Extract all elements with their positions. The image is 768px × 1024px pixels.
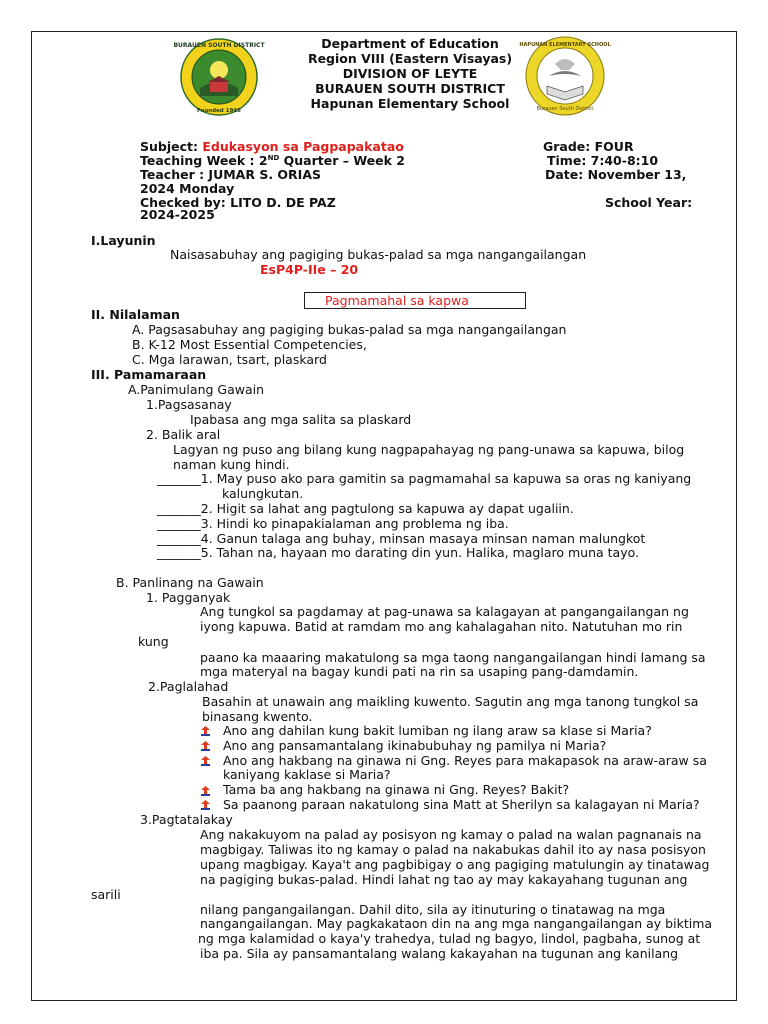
subject-line	[140, 139, 404, 154]
panlinang-gawain: B. Panlinang na Gawain	[116, 575, 264, 590]
balik-aral-heading: 2. Balik aral	[146, 427, 221, 442]
grade-field: Grade: FOUR	[543, 139, 634, 154]
pagsasanay-text: Ipabasa ang mga salita sa plaskard	[190, 412, 412, 427]
paglalahad-line: binasang kwento.	[202, 709, 313, 724]
header-school: Hapunan Elementary School	[310, 96, 510, 111]
pagtatalakay-line: iba pa. Sila ay pansamantalang walang kakayahan na tugunan ang kanilang	[200, 946, 679, 961]
date-field: Date: November 13,	[545, 167, 687, 182]
paglalahad-heading: 2.Paglalahad	[148, 679, 229, 694]
topic-box: Pagmamahal sa kapwa	[304, 292, 526, 309]
teaching-week-prefix: Teaching Week : 2	[140, 153, 268, 168]
arrow-bullet-icon	[201, 756, 210, 766]
teaching-week-sup: ND	[267, 153, 280, 162]
teaching-week-suffix: Quarter – Week 2	[279, 153, 405, 168]
nilalaman-heading: II. Nilalaman	[91, 307, 180, 322]
question-item-cont: kaniyang kaklase si Maria?	[223, 767, 391, 782]
question-item: Ano ang hakbang na ginawa ni Gng. Reyes para makapasok na araw-araw sa	[223, 753, 707, 768]
arrow-bullet-icon	[201, 786, 210, 796]
balik-aral-item: _______5. Tahan na, hayaan mo darating din yun. Halika, maglaro muna tayo.	[157, 545, 640, 560]
balik-aral-item: _______3. Hindi ko pinapakialaman ang problema ng iba.	[157, 516, 509, 531]
pagganyak-line: Ang tungkol sa pagdamay at pag-unawa sa kalagayan at pangangailangan ng	[200, 604, 689, 619]
layunin-text: Naisasabuhay ang pagiging bukas-palad sa mga nangangailangan	[170, 247, 587, 262]
nilalaman-item: B. K-12 Most Essential Competencies,	[132, 337, 367, 352]
question-item: Ano ang dahilan kung bakit lumiban ng ilang araw sa klase si Maria?	[223, 723, 652, 738]
balik-aral-item-cont: kalungkutan.	[222, 486, 304, 501]
header-department: Department of Education	[321, 36, 499, 51]
competency-code: EsP4P-IIe – 20	[260, 262, 359, 277]
pagtatalakay-heading: 3.Pagtatalakay	[140, 812, 233, 827]
question-item: Ano ang pansamantalang ikinabubuhay ng pamilya ni Maria?	[223, 738, 607, 753]
seal-founded-text: Founded 1945	[197, 108, 241, 114]
pagganyak-line: kung	[138, 634, 169, 649]
seal-ring-bottom-text: Burauen South District	[536, 106, 594, 112]
school-header	[260, 36, 560, 111]
pamamaraan-heading: III. Pamamaraan	[91, 367, 207, 382]
seal-ring-text: BURAUEN SOUTH DISTRICT	[173, 42, 265, 49]
panimulang-gawain: A.Panimulang Gawain	[128, 382, 265, 397]
pagganyak-line: mga materyal na bagay kundi pati na rin sa usaping pang-damdamin.	[200, 664, 639, 679]
checked-by-field: Checked by: LITO D. DE PAZ	[140, 195, 336, 210]
header-region: Region VIII (Eastern Visayas)	[307, 51, 513, 66]
balik-aral-item: _______2. Higit sa lahat ang pagtulong sa kapuwa ay dapat ugaliin.	[157, 501, 574, 516]
pagganyak-heading: 1. Pagganyak	[146, 590, 231, 605]
subject-label: Subject:	[140, 139, 198, 154]
balik-aral-item: _______4. Ganun talaga ang buhay, minsan masaya minsan naman malungkot	[157, 531, 646, 546]
pagtatalakay-line: Ang nakakuyom na palad ay posisyon ng kamay o palad na walan pagnanais na	[200, 827, 702, 842]
arrow-bullet-icon	[201, 741, 210, 751]
pagtatalakay-line: magbigay. Taliwas ito ng kamay o palad na nakabukas dahil ito ay nasa posisyon	[200, 842, 706, 857]
balik-aral-text: naman kung hindi.	[173, 457, 290, 472]
burauen-south-district-seal	[173, 38, 265, 116]
date-continued: 2024 Monday	[140, 181, 235, 196]
pagtatalakay-line: upang magbigay. Kaya't ang pagbibigay o ang pagiging matulungin ay tinatawag	[200, 857, 710, 872]
layunin-heading: I.Layunin	[91, 233, 156, 248]
balik-aral-text: Lagyan ng puso ang bilang kung nagpapahayag ng pang-unawa sa kapuwa, bilog	[173, 442, 685, 457]
pagganyak-line: iyong kapuwa. Batid at ramdam mo ang kahalagahan nito. Natutuhan mo rin	[200, 619, 683, 634]
pagganyak-line: paano ka maaaring makatulong sa mga taong nangangailangan hindi lamang sa	[200, 650, 706, 665]
pagsasanay-heading: 1.Pagsasanay	[146, 397, 232, 412]
teaching-week-field	[140, 153, 405, 168]
teacher-field: Teacher : JUMAR S. ORIAS	[140, 167, 322, 182]
pagtatalakay-line: ng mga kalamidad o kaya'y trahedya, tulad ng bagyo, lindol, pagbaha, sunog at	[198, 931, 701, 946]
pagtatalakay-line: sarili	[91, 887, 121, 902]
pagtatalakay-line: na pagiging bukas-palad. Hindi lahat ng tao ay may kakayahang tugunan ang	[200, 872, 688, 887]
header-division: DIVISION OF LEYTE	[342, 66, 478, 81]
school-year-value: 2024-2025	[140, 207, 215, 222]
time-field: Time: 7:40-8:10	[547, 153, 659, 168]
pagtatalakay-line: nilang pangangailangan. Dahil dito, sila ay itinuturing o tinatawag na mga	[200, 902, 666, 917]
school-year-continued	[140, 207, 215, 222]
school-year-field: School Year:	[605, 195, 693, 210]
arrow-bullet-icon	[201, 800, 210, 810]
header-district: BURAUEN SOUTH DISTRICT	[315, 81, 505, 96]
paglalahad-line: Basahin at unawain ang maikling kuwento. Sagutin ang mga tanong tungkol sa	[202, 694, 699, 709]
question-item: Sa paanong paraan nakatulong sina Matt at Sherilyn sa kalagayan ni Maria?	[223, 797, 700, 812]
question-item: Tama ba ang hakbang na ginawa ni Gng. Reyes? Bakit?	[223, 782, 570, 797]
nilalaman-item: C. Mga larawan, tsart, plaskard	[132, 352, 327, 367]
balik-aral-item: _______1. May puso ako para gamitin sa pagmamahal sa kapuwa sa oras ng kaniyang	[157, 471, 692, 486]
subject-value: Edukasyon sa Pagpapakatao	[202, 139, 404, 154]
arrow-bullet-icon	[201, 726, 210, 736]
nilalaman-item: A. Pagsasabuhay ang pagiging bukas-palad sa mga nangangailangan	[132, 322, 567, 337]
seal-ring-text: HAPUNAN ELEMENTARY SCHOOL	[519, 42, 611, 48]
pagtatalakay-line: nangangailangan. May pagkakataon din na ang mga nangangailangan ay biktima	[200, 916, 713, 931]
